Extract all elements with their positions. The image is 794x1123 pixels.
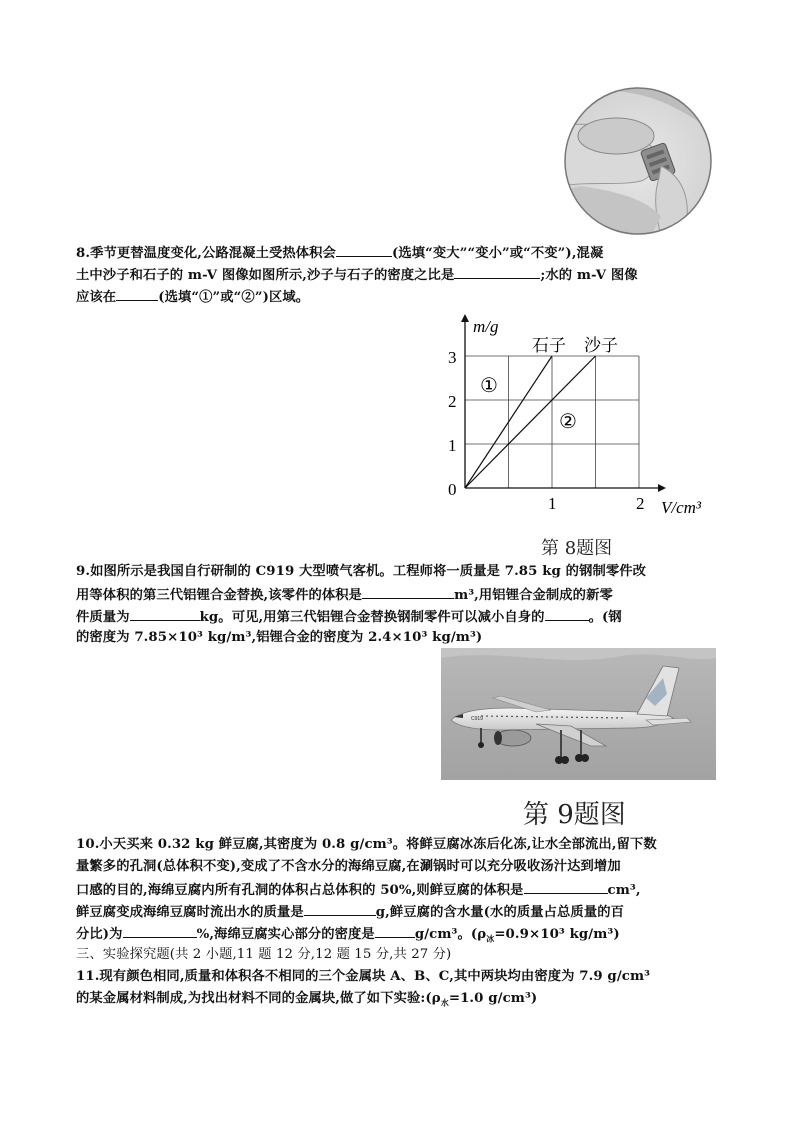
- y-axis-arrow: [461, 314, 469, 322]
- answer-blank[interactable]: [545, 605, 589, 621]
- q9-text: 用等体积的第三代铝锂合金替换,该零件的体积是: [76, 588, 363, 603]
- answer-blank[interactable]: [116, 285, 158, 301]
- q9-text: 9.如图所示是我国自行研制的 C919 大型喷气客机。工程师将一质量是 7.85 kg 的钢制零件改: [76, 564, 647, 579]
- q8-text: (选填“变大”“变小”或“不变”),混凝: [391, 246, 604, 261]
- x-tick-label: 1: [548, 494, 557, 513]
- answer-blank[interactable]: [524, 878, 608, 894]
- sand-series-label: 沙子: [584, 336, 618, 355]
- answer-blank[interactable]: [336, 241, 392, 257]
- question-8: [76, 241, 722, 307]
- q11-text: 的某金属材料制成,为找出材料不同的金属块,做了如下实验:(ρ: [76, 991, 441, 1006]
- answer-blank[interactable]: [375, 922, 415, 938]
- stone-series-label: 石子: [532, 336, 566, 355]
- c919-airplane-photo: [441, 648, 716, 780]
- q10-text: g,鲜豆腐的含水量(水的质量占总质量的百: [375, 905, 625, 920]
- y-tick-label: 1: [448, 436, 457, 455]
- q10-text: =0.9×10³ kg/m³): [494, 927, 620, 942]
- figure-8-caption: 第 8题图: [541, 538, 613, 559]
- x-tick-label: 2: [636, 494, 645, 513]
- q8-text: 8.季节更替温度变化,公路混凝土受热体积会: [76, 246, 336, 261]
- q10-text: 鲜豆腐变成海绵豆腐时流出水的质量是: [76, 905, 304, 920]
- q10-text: %,海绵豆腐实心部分的密度是: [196, 927, 375, 942]
- q8-text: 土中沙子和石子的 m-V 图像如图所示,沙子与石子的密度之比是: [76, 268, 455, 283]
- q11-subscript: 水: [440, 997, 449, 1008]
- figure-9-caption: 第 9题图: [523, 800, 626, 830]
- q10-text: cm³,: [607, 883, 641, 898]
- answer-blank[interactable]: [304, 900, 376, 916]
- q10-text: 口感的目的,海绵豆腐内所有孔洞的体积占总体积的 50%,则鲜豆腐的体积是: [76, 883, 524, 898]
- q10-text: g/cm³。(ρ: [414, 927, 487, 942]
- q8-text: (选填“①”或“②”)区域。: [158, 290, 310, 305]
- answer-blank[interactable]: [123, 922, 197, 938]
- q9-text: m³,用铝锂合金制成的新零: [454, 588, 613, 603]
- question-11: [76, 966, 722, 1010]
- m-v-graph: [440, 308, 730, 528]
- metal-part-photo: [561, 86, 715, 236]
- question-9: [76, 561, 722, 649]
- answer-blank[interactable]: [454, 263, 540, 279]
- q9-text: 。(钢: [588, 610, 622, 625]
- x-axis-label: V/cm³: [661, 498, 702, 517]
- region-1-label: ①: [480, 375, 498, 397]
- q10-text: 10.小天买来 0.32 kg 鲜豆腐,其密度为 0.8 g/cm³。将鲜豆腐冰冻后化冻,让水全部流出,留下数: [76, 837, 657, 852]
- q11-text: =1.0 g/cm³): [448, 991, 538, 1006]
- q10-text: 分比)为: [76, 927, 123, 942]
- q9-text: 的密度为 7.85×10³ kg/m³,铝锂合金的密度为 2.4×10³ kg/m³): [76, 630, 483, 645]
- region-2-label: ②: [559, 411, 577, 433]
- section-3-heading: [76, 944, 722, 966]
- plane-livery-text: C919: [471, 716, 483, 722]
- q9-text: 件质量为: [76, 610, 130, 625]
- question-10: [76, 834, 722, 944]
- q10-subscript: 冰: [486, 933, 495, 944]
- y-tick-label: 3: [448, 348, 457, 367]
- q8-text: ;水的 m-V 图像: [540, 268, 638, 283]
- answer-blank[interactable]: [130, 605, 200, 621]
- q9-text: kg。可见,用第三代铝锂合金替换钢制零件可以减小自身的: [199, 610, 545, 625]
- q10-text: 量繁多的孔洞(总体积不变),变成了不含水分的海绵豆腐,在涮锅时可以充分吸收汤汁达到增加: [76, 859, 621, 874]
- q8-text: 应该在: [76, 290, 117, 305]
- y-tick-label: 2: [448, 392, 457, 411]
- answer-blank[interactable]: [362, 583, 454, 599]
- q11-text: 11.现有颜色相同,质量和体积各不相同的三个金属块 A、B、C,其中两块均由密度为 7.9 g/cm³: [76, 969, 651, 984]
- section-title: 三、实验探究题(共 2 小题,11 题 12 分,12 题 15 分,共 27 分): [76, 947, 452, 962]
- origin-label: 0: [448, 480, 457, 499]
- y-axis-label: m/g: [473, 317, 499, 336]
- x-axis-arrow: [658, 484, 666, 492]
